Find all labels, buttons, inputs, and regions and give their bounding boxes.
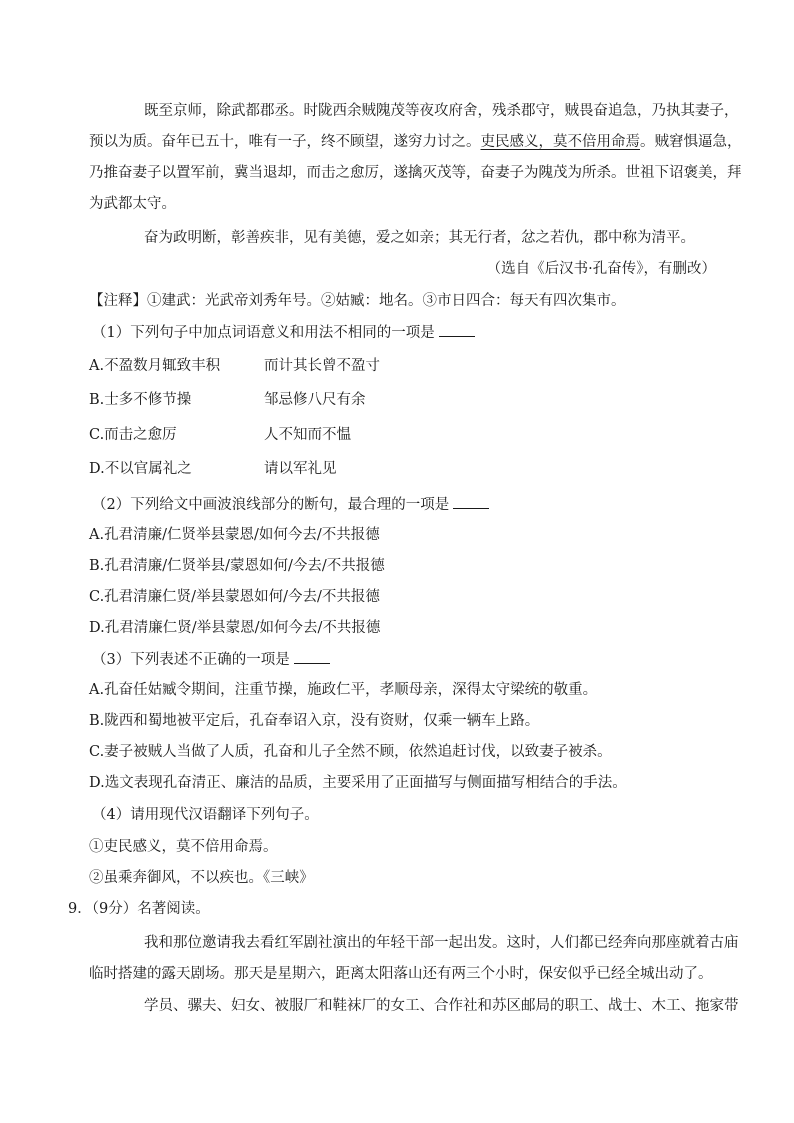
answer-blank [294,649,330,664]
question-stem [92,494,489,515]
option: D.选文表现孔奋清正、廉洁的品质，主要采用了正面描写与侧面描写相结合的手法。 [89,775,627,791]
answer-blank [453,494,489,509]
option-left: D.不以官属礼之 [89,461,192,477]
option-right: 请以军礼见 [264,461,337,477]
question-text: （1）下列句子中加点词语意义和用法不相同的一项是 [92,325,435,341]
translation-item: ①吏民感义，莫不倍用命焉。 [89,839,278,855]
option: A.孔奋任姑臧令期间，注重节操，施政仁平，孝顺母亲，深得太守梁统的敬重。 [89,682,598,698]
passage-text: 预以为质。奋年已五十，唯有一子，终不顾望，遂穷力讨之。 [89,134,481,150]
source-citation: （选自《后汉书·孔奋传》，有删改） [486,261,716,277]
annotation-notes: 【注释】①建武：光武帝刘秀年号。②姑臧：地名。③市日四合：每天有四次集市。 [89,293,626,309]
answer-blank [439,322,475,337]
passage-line: 乃推奋妻子以置军前，冀当退却，而击之愈厉，遂擒灭茂等，奋妻子为隗茂为所杀。世祖下诏褒美，拜 [89,165,742,181]
option-left: C.而击之愈厉 [89,427,177,443]
option-right: 人不知而不愠 [264,427,351,443]
passage-line [89,132,742,152]
question-text: （2）下列给文中画波浪线部分的断句，最合理的一项是 [92,497,450,513]
option: B.陇西和蜀地被平定后，孔奋奉诏入京，没有资财，仅乘一辆车上路。 [89,713,540,729]
question-stem [92,322,475,343]
question-stem [92,649,330,670]
option: A.孔君清廉/仁贤举县蒙恩/如何今去/不共报德 [89,527,380,543]
translation-item: ②虽乘奔御风，不以疾也。《三峡》 [89,870,314,886]
passage-line: 为武都太守。 [89,196,176,212]
question-stem: （4）请用现代汉语翻译下列句子。 [92,807,319,823]
option: C.妻子被贼人当做了人质，孔奋和儿子全然不顾，依然追赶讨伐，以致妻子被杀。 [89,744,612,760]
passage-line: 既至京师，除武都郡丞。时陇西余贼隗茂等夜攻府舍，残杀郡守，贼畏奋追急，乃执其妻子， [144,103,739,119]
passage-line: 奋为政明断，彰善疾非，见有美德，爱之如亲；其无行者，忿之若仇，郡中称为清平。 [144,230,695,246]
option-left: B.士多不修节操 [89,392,192,408]
option: C.孔君清廉仁贤/举县蒙恩如何/今去/不共报德 [89,589,380,605]
question-stem: 9．（9分）名著阅读。 [68,901,210,917]
passage-line: 临时搭建的露天剧场。那天是星期六，距离太阳落山还有两三个小时，保安似乎已经全城出动了。 [89,966,713,982]
option-left: A.不盈数月辄致丰积 [89,358,221,374]
option-right: 而计其长曾不盈寸 [264,358,380,374]
passage-line: 我和那位邀请我去看红军剧社演出的年轻干部一起出发。这时，人们都已经奔向那座就着古庙 [144,935,739,951]
passage-text: 。贼窘惧逼急， [640,134,742,150]
option-right: 邹忌修八尺有余 [264,392,366,408]
question-text: （3）下列表述不正确的一项是 [92,652,290,668]
underlined-sentence: 吏民感义，莫不倍用命焉 [480,134,640,150]
option: B.孔君清廉/仁贤举县/蒙恩如何/今去/不共报德 [89,558,385,574]
option: D.孔君清廉仁贤/举县蒙恩/如何今去/不共报德 [89,620,381,636]
passage-line: 学员、骡夫、妇女、被服厂和鞋袜厂的女工、合作社和苏区邮局的职工、战士、木工、拖家带 [144,998,739,1014]
